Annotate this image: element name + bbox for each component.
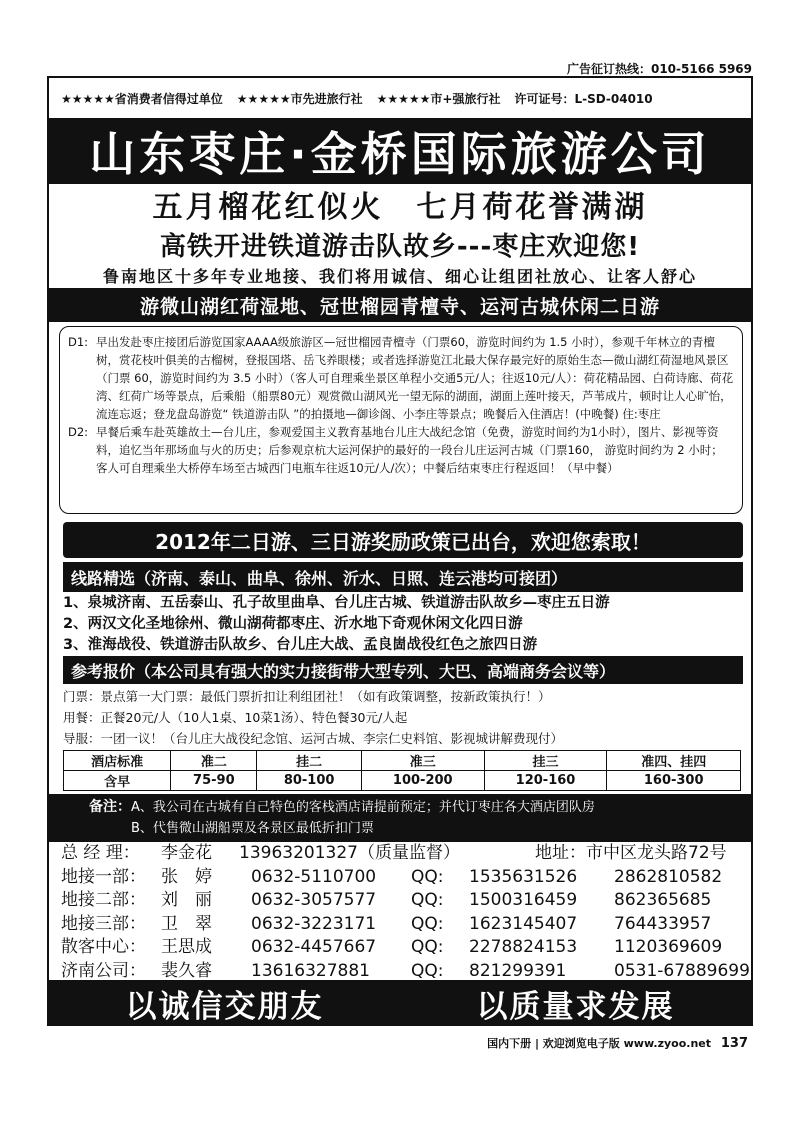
contact-phone: 13616327881 xyxy=(251,960,370,981)
route-list xyxy=(63,593,743,656)
tour-title: 游微山湖红荷湿地、冠世榴园青檀寺、运河古城休闲二日游 xyxy=(49,288,751,322)
table-cell: 含早 xyxy=(64,771,171,791)
table-header-cell: 准二 xyxy=(171,751,257,771)
contact-phone: 0632-3057577 xyxy=(251,890,377,910)
day-label: D2: xyxy=(68,425,89,439)
company-title: 山东枣庄·金桥国际旅游公司 xyxy=(49,118,751,184)
qq-label: QQ: xyxy=(411,890,444,910)
headline-service: 鲁南地区十多年专业地接、我们将用诚信、细心让组团社放心、让客人舒心 xyxy=(102,267,697,286)
table-header-cell: 准四、挂四 xyxy=(607,751,741,771)
contact-name: 张 婷 xyxy=(161,866,212,887)
page-footer xyxy=(487,1035,748,1051)
qq-label: QQ: xyxy=(411,937,444,957)
table-cell: 80-100 xyxy=(257,771,361,791)
contact-dept: 地接三部： xyxy=(61,913,146,934)
contact-phone: 0632-3223171 xyxy=(251,913,377,934)
headline-welcome: 高铁开进铁道游击队故乡---枣庄欢迎您! xyxy=(159,232,641,262)
contact-phone: 0632-4457667 xyxy=(251,937,377,957)
slogan-integrity: 以诚信交朋友 xyxy=(125,988,324,1025)
ad-hotline: 广告征订热线：010-5166 5969 xyxy=(566,62,752,76)
qq-number: 1500316459 xyxy=(469,890,578,910)
itinerary-day-2 xyxy=(68,423,734,477)
manager-name: 李金花 xyxy=(161,843,212,863)
table-header-cell: 挂二 xyxy=(257,751,361,771)
contact-name: 卫 翠 xyxy=(161,913,212,934)
qq-number: 862365685 xyxy=(614,890,712,910)
qq-number: 1535631526 xyxy=(469,866,578,887)
remarks-band xyxy=(49,794,751,842)
day-text: 早出发赴枣庄接团后游览国家AAAA级旅游区—冠世榴园青檀寺（门票60，游览时间约为 1.5 小时），参观千年林立的青檀树，赏花枝叶俱美的古榴树，登报国塔、岳飞养眼楼；或者选择游览江北最大保存最完好的原始生态—微山湖红荷湿地风景区（门票 60，游览时间约为 3.5 小时）（客人可自理乘坐景区单程小交通5元/人；往返10元/人）：荷花精品园、白荷诗廊、荷花湾、红荷广场等景点，后乘船（船票80元）观赏微山湖风光一望无际的湖面，湖面上莲叶接天，芦苇成片，顿时让人心旷怡，流连忘返；登龙盘岛游览“ 铁道游击队 ”的拍摄地—御诊阁、小李庄等景点；晚餐后入住酒店！(中晚餐) 住:枣庄 xyxy=(96,335,734,421)
headline-flowers: 五月榴花红似火 七月荷花誉满湖 xyxy=(152,190,648,225)
contact-row xyxy=(61,913,751,937)
slogan-quality: 以质量求发展 xyxy=(476,988,675,1025)
bottom-slogan-band xyxy=(49,980,751,1026)
license-number: 许可证号：L-SD-04010 xyxy=(514,91,653,106)
contact-dept: 散客中心： xyxy=(61,937,146,957)
itinerary-day-1 xyxy=(68,333,734,423)
route-item: 2、两汉文化圣地徐州、微山湖荷都枣庄、沂水地下奇观休闲文化四日游 xyxy=(63,616,523,632)
qq-label: QQ: xyxy=(411,913,444,934)
contact-row xyxy=(61,936,751,960)
price-banner: 参考报价（本公司具有强大的实力接街带大型专列、大巴、高端商务会议等） xyxy=(63,656,743,684)
manager-role: 总 经 理： xyxy=(61,843,140,863)
itinerary-box xyxy=(59,326,743,514)
contact-row xyxy=(61,889,751,913)
manager-row xyxy=(61,842,751,866)
manager-phone: 13963201327（质量监督） xyxy=(239,843,460,863)
company-address: 地址：市中区龙头路72号 xyxy=(535,843,727,863)
note-tickets: 门票：景点第一大门票：最低门票折扣让利组团社！（如有政策调整，按新政策执行！） xyxy=(63,689,551,704)
table-cell: 160-300 xyxy=(607,771,741,791)
remark-a: A、我公司在古城有自己特色的客栈酒店请提前预定；并代订枣庄各大酒店团队房 xyxy=(131,800,595,815)
qq-number: 821299391 xyxy=(469,960,567,981)
note-guide: 导服：一团一议！（台儿庄大战役纪念馆、运河古城、李宗仁史料馆、影视城讲解费现付） xyxy=(63,731,564,746)
badge-3: ★★★★★市+强旅行社 xyxy=(376,91,501,106)
policy-banner: 2012年二日游、三日游奖励政策已出台，欢迎您索取！ xyxy=(63,522,743,558)
remark-b: B、代售微山湖船票及各景区最低折扣门票 xyxy=(131,821,374,836)
contact-phone: 0632-5110700 xyxy=(251,866,377,887)
contact-dept: 济南公司： xyxy=(61,960,146,981)
route-item: 3、淮海战役、铁道游击队故乡、台儿庄大战、孟良崮战役红色之旅四日游 xyxy=(63,637,538,653)
qq-number: 1120369609 xyxy=(614,937,723,957)
badge-1: ★★★★★省消费者信得过单位 xyxy=(61,91,223,106)
table-cell: 120-160 xyxy=(484,771,607,791)
footer-text: 国内下册 | 欢迎浏览电子版 www.zyoo.net xyxy=(487,1037,712,1050)
table-header-cell: 准三 xyxy=(361,751,484,771)
contact-dept: 地接一部： xyxy=(61,866,146,887)
qq-number: 1623145407 xyxy=(469,913,578,934)
remarks-label: 备注： xyxy=(89,799,131,815)
day-label: D1: xyxy=(68,335,89,349)
note-meals: 用餐：正餐20元/人（10人1桌、10菜1汤）、特色餐30元/人起 xyxy=(63,710,408,725)
contact-name: 裴久睿 xyxy=(161,960,212,981)
price-notes xyxy=(63,686,743,749)
qq-label: QQ: xyxy=(411,960,444,981)
qq-label: QQ: xyxy=(411,866,444,887)
table-cell: 100-200 xyxy=(361,771,484,791)
page-number: 137 xyxy=(720,1036,748,1051)
contact-name: 刘 丽 xyxy=(161,890,212,910)
contact-dept: 地接二部： xyxy=(61,890,146,910)
table-header-cell: 酒店标准 xyxy=(64,751,171,771)
routes-banner: 线路精选（济南、泰山、曲阜、徐州、沂水、日照、连云港均可接团） xyxy=(63,562,743,592)
qq-number: 2862810582 xyxy=(614,866,723,887)
contact-list xyxy=(61,842,751,983)
contact-row xyxy=(61,866,751,890)
route-item: 1、泉城济南、五岳泰山、孔子故里曲阜、台儿庄古城、铁道游击队故乡—枣庄五日游 xyxy=(63,595,610,611)
qq-number: 0531-67889699 xyxy=(614,960,750,981)
table-header-cell: 挂三 xyxy=(484,751,607,771)
qq-number: 764433957 xyxy=(614,913,712,934)
table-cell: 75-90 xyxy=(171,771,257,791)
badge-2: ★★★★★市先进旅行社 xyxy=(236,91,363,106)
price-table xyxy=(63,750,741,791)
qq-number: 2278824153 xyxy=(469,937,578,957)
day-text: 早餐后乘车赴英雄故土—台儿庄，参观爱国主义教育基地台儿庄大战纪念馆（免费，游览时间约为1小时），图片、影视等资料，追忆当年那场血与火的历史；后参观京杭大运河保护的最好的一段台儿庄运河古城（门票160， 游览时间约为 2 小时；客人可自理乘坐大桥停车场至古城西门电瓶车往返10元/人/次）；中餐后结束枣庄行程返回！（早中餐） xyxy=(96,425,723,475)
contact-name: 王思成 xyxy=(161,937,212,957)
table-header-row xyxy=(64,751,741,771)
table-row xyxy=(64,771,741,791)
ad-frame xyxy=(47,76,753,1026)
honor-strip xyxy=(49,78,751,118)
